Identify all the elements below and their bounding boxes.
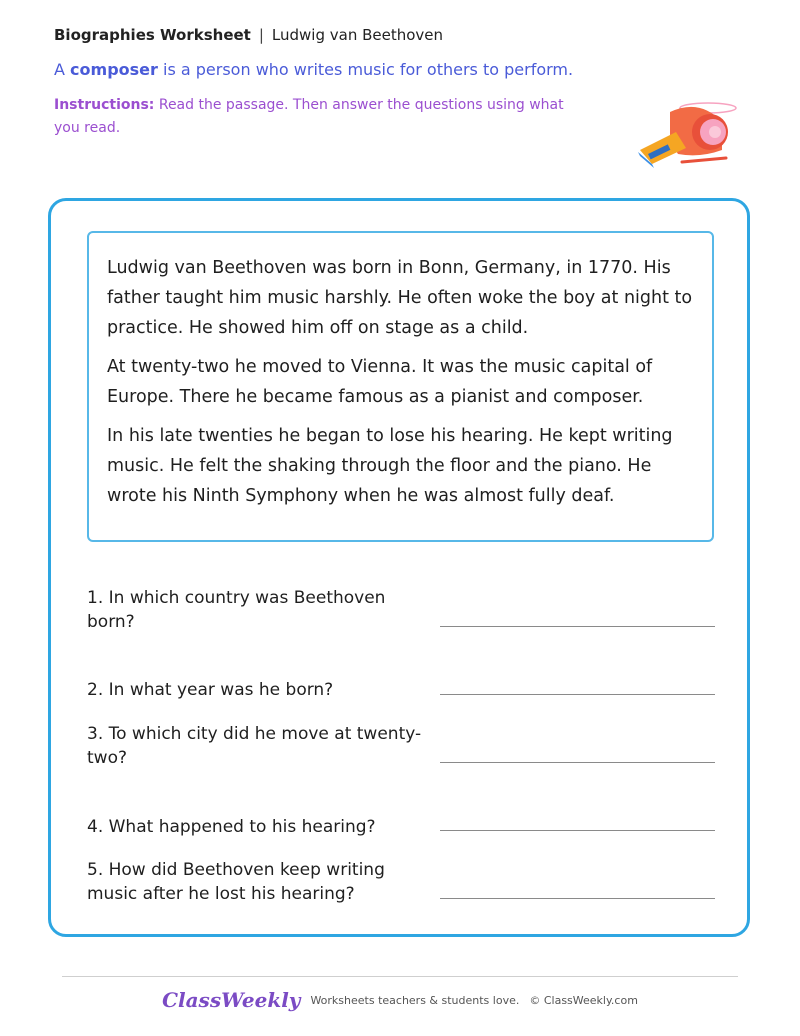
question-5: 5. How did Beethoven keep writing music after he lost his hearing?: [87, 860, 385, 904]
answer-line-4[interactable]: [440, 830, 715, 831]
footer: [0, 988, 800, 1012]
question-4: 4. What happened to his hearing?: [87, 817, 376, 837]
definition: [54, 60, 573, 79]
classweekly-logo: ClassWeekly: [162, 988, 301, 1012]
footer-divider: [62, 976, 738, 977]
passage-paragraph-3: In his late twenties he began to lose his hearing. He kept writing music. He felt the shaking through the floor and the piano. He wrote his Ninth Symphony when he was almost fully deaf.: [107, 426, 673, 506]
question-2: 2. In what year was he born?: [87, 680, 334, 700]
definition-term: composer: [70, 60, 158, 79]
worksheet-subject: Ludwig van Beethoven: [271, 26, 444, 44]
question-3: 3. To which city did he move at twenty-two?: [87, 724, 422, 768]
definition-prefix: A: [54, 60, 65, 79]
answer-line-2[interactable]: [440, 694, 715, 695]
answer-line-5[interactable]: [440, 898, 715, 899]
header-separator: |: [258, 26, 264, 44]
definition-text: is a person who writes music for others to perform.: [163, 60, 574, 79]
worksheet-header: [54, 26, 443, 44]
footer-copyright: © ClassWeekly.com: [529, 994, 638, 1007]
instructions-label: Instructions:: [54, 97, 155, 113]
whistle-icon: [630, 92, 742, 174]
worksheet-title: Biographies Worksheet: [54, 26, 251, 44]
answer-line-1[interactable]: [440, 626, 715, 627]
answer-line-3[interactable]: [440, 762, 715, 763]
footer-tagline: Worksheets teachers & students love.: [310, 994, 520, 1007]
question-1: 1. In which country was Beethoven born?: [87, 588, 386, 632]
reading-passage: [87, 231, 714, 542]
passage-paragraph-2: At twenty-two he moved to Vienna. It was the music capital of Europe. There he became famous as a pianist and composer.: [107, 357, 653, 407]
instructions-text: Read the passage. Then answer the questions using what you read.: [54, 97, 564, 136]
passage-paragraph-1: Ludwig van Beethoven was born in Bonn, Germany, in 1770. His father taught him music harshly. He often woke the boy at night to practice. He showed him off on stage as a child.: [107, 258, 693, 338]
instructions: [54, 94, 574, 140]
